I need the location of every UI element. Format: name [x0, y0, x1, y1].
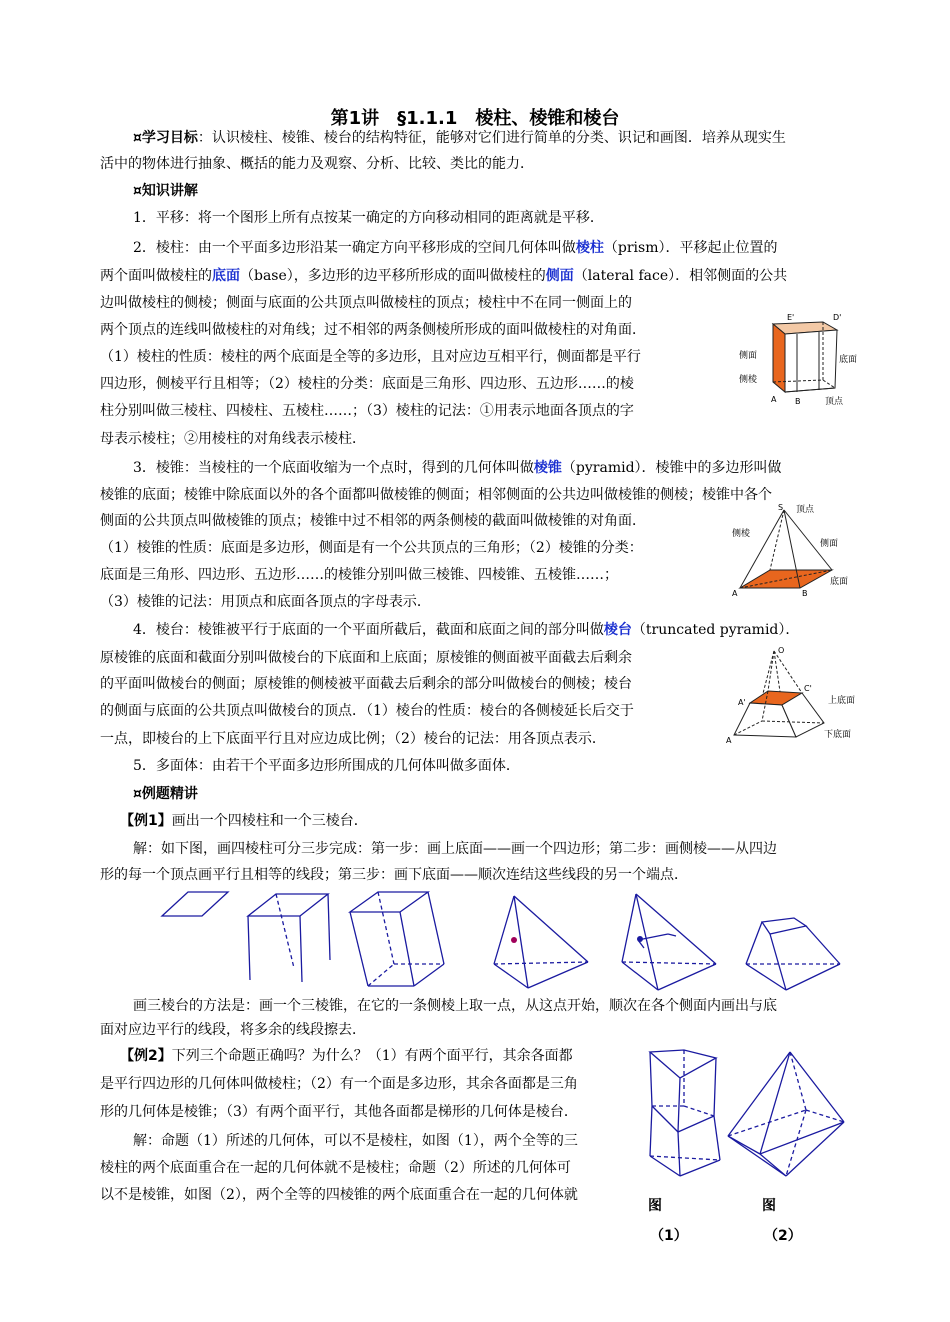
item3-line-3: 侧面的公共顶点叫做棱锥的顶点；棱锥中过不相邻的两条侧棱的截面叫做棱锥的对角面．: [100, 513, 646, 529]
ex2-answer-2: 棱柱的两个底面重合在一起的几何体就不是棱柱；命题（2）所述的几何体可: [100, 1160, 571, 1176]
text-span: 画出一个四棱柱和一个三棱台．: [171, 813, 368, 829]
step-frustum: [746, 918, 840, 990]
step-tetrahedron: [494, 896, 588, 988]
frustum-label-o: O: [778, 646, 785, 655]
pyramid-figure: [728, 502, 852, 598]
prism-vertex-label: 顶点: [825, 397, 844, 407]
prism-label-e: E': [787, 313, 795, 322]
knowledge-label: ¤知识讲解: [133, 183, 198, 199]
term-lateral-face: 侧面: [545, 268, 574, 284]
figure-2-caption-b: （2）: [764, 1228, 802, 1244]
term-base: 底面: [212, 268, 240, 284]
cut-point-2: [637, 936, 643, 942]
item4-line-2: 原棱锥的底面和截面分别叫做棱台的下底面和上底面；原棱锥的侧面被平面截去后剩余: [100, 650, 632, 666]
item2-line-3: 边叫做棱柱的侧棱；侧面与底面的公共顶点叫做棱柱的顶点；棱柱中不在同一侧面上的: [100, 295, 632, 311]
ex2-answer-1: 解：命题（1）所述的几何体，可以不是棱柱，如图（1），两个全等的三: [133, 1133, 578, 1149]
frustum-label-a: A': [738, 698, 746, 707]
step2-lateral-edges: [248, 894, 330, 982]
goal-label: ¤学习目标: [133, 130, 198, 146]
figure-2-double-pyramid: [728, 1052, 844, 1176]
prism-side-face-label: 侧面: [739, 351, 758, 361]
text-span: 2．棱柱：由一个平面多边形沿某一确定方向平移形成的空间几何体叫做: [133, 240, 576, 256]
item3-line-5: 底面是三角形、四边形、五边形……的棱锥分别叫做三棱锥、四棱锥、五棱锥……；: [100, 567, 618, 583]
text-span: 下列三个命题正确吗？为什么？（1）有两个面平行，其余各面都: [171, 1048, 573, 1064]
item4-line-3: 的平面叫做棱台的侧面；原棱锥的侧棱被平面截去后剩余的部分叫做棱台的侧棱；棱台: [100, 676, 632, 692]
item2-line-1: [133, 240, 778, 256]
goal-line-2: 活中的物体进行抽象、概括的能力及观察、分析、比较、类比的能力．: [100, 156, 534, 172]
item1-text: 1．平移：将一个图形上所有点按某一确定的方向移动相同的距离就是平移．: [133, 210, 604, 226]
item2-line-8: 母表示棱柱；②用棱柱的对角线表示棱柱．: [100, 431, 366, 447]
frustum-label-c: C': [804, 684, 812, 693]
item2-line-2: [100, 268, 787, 284]
prism-figure: [735, 306, 858, 408]
prism-lateral-edge-label: 侧棱: [739, 375, 758, 385]
text-span: （truncated pyramid）．: [631, 622, 800, 638]
item4-line-5: 一点，即棱台的上下底面平行且对应边成比例；（2）棱台的记法：用各顶点表示．: [100, 731, 606, 747]
item4-line-4: 的侧面与底面的公共顶点叫做棱台的顶点．（1）棱台的性质：棱台的各侧棱延长后交于: [100, 703, 634, 719]
pyramid-base-label: 底面: [830, 577, 849, 587]
figure-1-caption-a: 图: [648, 1198, 662, 1214]
page-title: 第1讲 §1.1.1 棱柱、棱锥和棱台: [330, 108, 620, 129]
text-span: （prism）．平移起止位置的: [603, 240, 778, 256]
step1-quadrilateral: [162, 892, 228, 916]
ex1-method-1: 画三棱台的方法是：画一个三棱锥，在它的一条侧棱上取一点，从这点开始，顺次在各个侧面内画出与底: [133, 998, 777, 1014]
pyramid-label-b: B: [802, 589, 808, 598]
goal-line-1: [133, 130, 786, 146]
ex2-question-2: 是平行四边形的几何体叫做棱柱；（2）有一个面是多边形，其余各面都是三角: [100, 1076, 578, 1092]
ex1-label: 【例1】: [120, 813, 172, 829]
ex1-question: [120, 813, 368, 829]
examples-label: ¤例题精讲: [133, 786, 198, 802]
pyramid-lateral-edge-label: 侧棱: [732, 529, 751, 539]
pyramid-label-s: S: [778, 503, 784, 512]
text-span: 4．棱台：棱锥被平行于底面的一个平面所截后，截面和底面之间的部分叫做: [133, 622, 604, 638]
example2-figures: [640, 1046, 850, 1182]
prism-label-a: A: [771, 395, 777, 404]
item5-text: 5．多面体：由若干个平面多边形所围成的几何体叫做多面体．: [133, 758, 520, 774]
item2-line-5: （1）棱柱的性质：棱柱的两个底面是全等的多边形，且对应边互相平行，侧面都是平行: [100, 349, 641, 365]
item2-line-7: 柱分别叫做三棱柱、四棱柱、五棱柱……；（3）棱柱的记法：①用表示地面各顶点的字: [100, 403, 634, 419]
pyramid-side-face-label: 侧面: [820, 539, 839, 549]
figure-2-caption-a: 图: [762, 1198, 776, 1214]
cut-point-1: [511, 937, 517, 943]
pyramid-vertex-label: 顶点: [796, 505, 815, 515]
pyramid-label-a: A: [732, 589, 738, 598]
item2-line-6: 四边形，侧棱平行且相等；（2）棱柱的分类：底面是三角形、四边形、五边形……的棱: [100, 376, 634, 392]
ex2-question-1: [120, 1048, 573, 1064]
text-span: （base），多边形的边平移所形成的面叫做棱柱的: [240, 268, 546, 284]
ex2-label: 【例2】: [120, 1048, 172, 1064]
figure-1-caption-b: （1）: [650, 1228, 688, 1244]
frustum-figure: [724, 643, 856, 745]
figure-1-double-prism: [650, 1050, 720, 1176]
term-pyramid: 棱锥: [533, 460, 562, 476]
item3-line-2: 棱锥的底面；棱锥中除底面以外的各个面都叫做棱锥的侧面；相邻侧面的公共边叫做棱锥的侧棱；棱锥中各个: [100, 487, 772, 503]
prism-label-d: D': [833, 313, 842, 322]
ex1-solution-2: 形的每一个顶点画平行且相等的线段；第三步：画下底面——顺次连结这些线段的另一个端点．: [100, 867, 688, 883]
prism-label-b: B: [795, 397, 801, 406]
item3-line-1: [133, 460, 782, 476]
prism-base-label: 底面: [839, 355, 858, 365]
frustum-label-a-bottom: A: [726, 736, 732, 745]
ex1-solution-1: 解：如下图，画四棱柱可分三步完成：第一步：画上底面——画一个四边形；第二步：画侧棱——从四边: [133, 841, 777, 857]
text-span: 3．棱锥：当棱柱的一个底面收缩为一个点时，得到的几何体叫做: [133, 460, 534, 476]
step3-prism: [350, 892, 444, 986]
frustum-top-label: 上底面: [828, 696, 856, 706]
text-span: ：认识棱柱、棱锥、棱台的结构特征，能够对它们进行简单的分类、识记和画图．培养从现实生: [197, 130, 786, 146]
text-span: （pyramid）．棱锥中的多边形叫做: [561, 460, 782, 476]
ex1-method-2: 面对应边平行的线段，将多余的线段擦去．: [100, 1022, 366, 1038]
item3-line-4: （1）棱锥的性质：底面是多边形，侧面是有一个公共顶点的三角形；（2）棱锥的分类：: [100, 540, 643, 556]
term-frustum: 棱台: [603, 622, 632, 638]
step-tetrahedron-cut: [622, 894, 716, 990]
item4-line-1: [133, 622, 799, 638]
text-span: （lateral face）．相邻侧面的公共: [573, 268, 788, 284]
term-prism: 棱柱: [575, 240, 604, 256]
ex2-question-3: 形的几何体是棱锥；（3）有两个面平行，其他各面都是梯形的几何体是棱台．: [100, 1104, 578, 1120]
item2-line-4: 两个顶点的连线叫做棱柱的对角线；过不相邻的两条侧棱所形成的面叫做棱柱的对角面．: [100, 322, 646, 338]
example1-drawings: [150, 888, 850, 992]
text-span: 两个面叫做棱柱的: [100, 268, 212, 284]
ex2-answer-3: 以不是棱锥，如图（2），两个全等的四棱锥的两个底面重合在一起的几何体就: [100, 1187, 578, 1203]
frustum-bottom-label: 下底面: [824, 730, 852, 740]
item3-line-6: （3）棱锥的记法：用顶点和底面各顶点的字母表示．: [100, 594, 431, 610]
